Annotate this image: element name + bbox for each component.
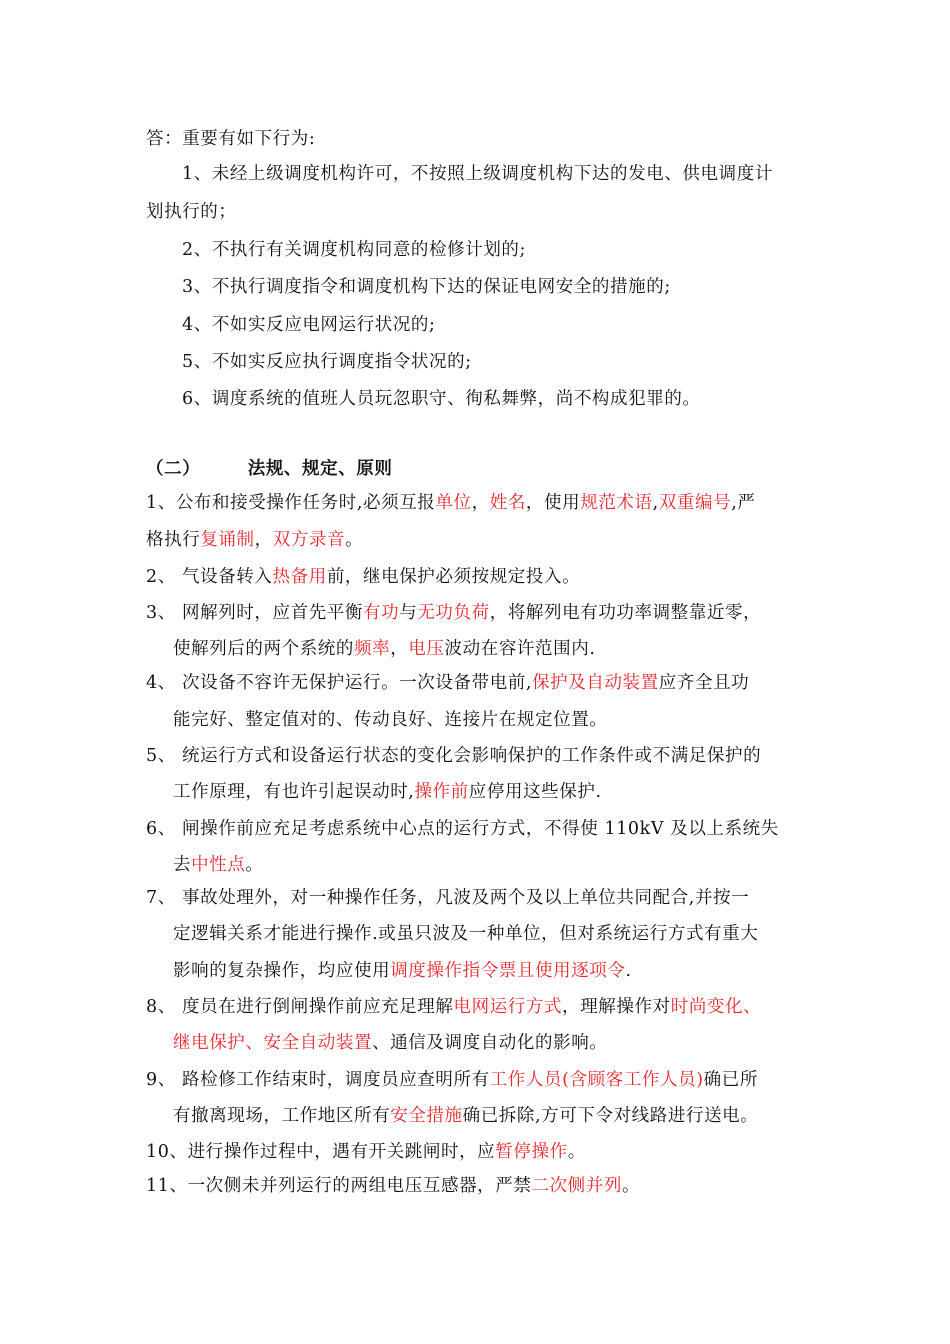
rule-text: 11、一次侧未并列运行的两组电压互感器，严禁 bbox=[146, 1176, 532, 1196]
rule-text: 7、 事故处理外，对一种操作任务，凡波及两个及以上单位共同配合,并按一 bbox=[146, 888, 750, 908]
rule-5-line-1 bbox=[146, 744, 761, 768]
rule-text: 。 bbox=[245, 855, 264, 875]
highlighted-term: 中性点 bbox=[191, 855, 246, 875]
rule-text: 应齐全且功 bbox=[658, 673, 750, 693]
rule-text: 6、 闸操作前应充足考虑系统中心点的运行方式，不得使 110kV 及以上系统失 bbox=[146, 819, 779, 839]
rule-5-line-2 bbox=[173, 780, 602, 804]
rule-text: 8、 度员在进行倒闸操作前应充足理解 bbox=[146, 997, 454, 1017]
rule-text: 工作原理，有也许引起误动时, bbox=[173, 782, 415, 802]
rule-text: 4、 次设备不容许无保护运行。一次设备带电前, bbox=[146, 673, 533, 693]
rule-text: ， bbox=[390, 639, 409, 659]
rule-4-line-2 bbox=[173, 708, 607, 732]
highlighted-term: 姓名 bbox=[489, 493, 526, 513]
rule-text: ,严 bbox=[731, 493, 756, 513]
section-number: （二） bbox=[146, 459, 201, 479]
rule-2-line-1 bbox=[146, 565, 580, 589]
rule-text: 5、 统运行方式和设备运行状态的变化会影响保护的工作条件或不满足保护的 bbox=[146, 746, 762, 766]
rule-7-line-1 bbox=[146, 886, 749, 910]
highlighted-term: 调度操作指令票且使用逐项令 bbox=[390, 961, 626, 981]
rule-text: 格执行 bbox=[146, 530, 201, 550]
answer-item-1: 1、未经上级调度机构许可，不按照上级调度机构下达的发电、供电调度计 bbox=[182, 164, 773, 184]
rule-text: 确已拆除,方可下令对线路进行送电。 bbox=[462, 1106, 759, 1126]
rule-text: 前，继电保护必须按规定投入。 bbox=[326, 567, 581, 587]
highlighted-term: 安全措施 bbox=[390, 1106, 463, 1126]
highlighted-term: 暂停操作 bbox=[495, 1142, 568, 1162]
rule-text: 使解列后的两个系统的 bbox=[173, 639, 354, 659]
rule-text: ，理解操作对 bbox=[562, 997, 671, 1017]
rule-text: 1、公布和接受操作任务时,必须互报 bbox=[146, 493, 436, 513]
rule-text: ， bbox=[254, 530, 273, 550]
answer-item-5: 5、不如实反应执行调度指令状况的; bbox=[182, 352, 472, 372]
rule-text: 。 bbox=[621, 1176, 641, 1196]
highlighted-term: 双重编号 bbox=[658, 493, 732, 513]
highlighted-term: 保护及自动装置 bbox=[532, 673, 659, 693]
rule-text: 。 bbox=[345, 530, 364, 550]
highlighted-term: 频率 bbox=[354, 639, 391, 659]
answer-item-1-cont: 划执行的； bbox=[146, 202, 237, 222]
rule-text: 能完好、整定值对的、传动良好、连接片在规定位置。 bbox=[173, 710, 608, 730]
highlighted-term: 操作前 bbox=[414, 782, 469, 802]
rule-text: ， bbox=[471, 493, 490, 513]
highlighted-term: 无功负荷 bbox=[417, 603, 490, 623]
highlighted-term: 电压 bbox=[408, 639, 445, 659]
highlighted-term: 二次侧并列 bbox=[531, 1176, 622, 1196]
rule-6-line-2 bbox=[173, 853, 264, 877]
rule-text: 与 bbox=[399, 603, 418, 623]
highlighted-term: 双方录音 bbox=[272, 530, 346, 550]
answer-item-6: 6、调度系统的值班人员玩忽职守、徇私舞弊，尚不构成犯罪的。 bbox=[182, 389, 701, 409]
rule-text: 9、 路检修工作结束时，调度员应查明所有 bbox=[146, 1070, 490, 1090]
answer-item-4: 4、不如实反应电网运行状况的; bbox=[182, 315, 436, 335]
answer-item-2: 2、不执行有关调度机构同意的检修计划的; bbox=[182, 240, 527, 260]
rule-7-line-3 bbox=[173, 959, 632, 983]
rule-9-line-2 bbox=[173, 1104, 758, 1128]
highlighted-term: 有功 bbox=[363, 603, 400, 623]
rule-text: 10、进行操作过程中，遇有开关跳闸时，应 bbox=[146, 1142, 496, 1162]
highlighted-term: 单位 bbox=[435, 493, 472, 513]
rule-text: , bbox=[652, 493, 659, 513]
rule-text: 波动在容许范围内. bbox=[444, 639, 596, 659]
highlighted-term: 电网运行方式 bbox=[453, 997, 563, 1017]
highlighted-term: 热备用 bbox=[272, 567, 327, 587]
rule-text: 去 bbox=[173, 855, 192, 875]
highlighted-term: 复诵制 bbox=[200, 530, 255, 550]
rule-text: 定逻辑关系才能进行操作.或虽只波及一种单位，但对系统运行方式有重大 bbox=[173, 924, 759, 944]
rule-text: 3、 网解列时，应首先平衡 bbox=[146, 603, 363, 623]
rule-10-line-1 bbox=[146, 1140, 586, 1164]
rule-text: . bbox=[625, 961, 632, 981]
rule-11-line-1 bbox=[146, 1174, 640, 1198]
rule-text: 、通信及调度自动化的影响。 bbox=[372, 1033, 608, 1053]
rule-text: 确已所 bbox=[703, 1070, 758, 1090]
rule-text: 有撤离现场，工作地区所有 bbox=[173, 1106, 391, 1126]
rule-1-line-1 bbox=[146, 491, 755, 515]
answer-intro: 答：重要有如下行为: bbox=[146, 129, 316, 149]
rule-8-line-2 bbox=[173, 1031, 607, 1055]
rule-text: 应停用这些保护. bbox=[468, 782, 602, 802]
highlighted-term: 工作人员(含顾客工作人员) bbox=[489, 1070, 704, 1090]
rule-3-line-2 bbox=[173, 637, 595, 661]
rule-6-line-1 bbox=[146, 817, 779, 841]
rule-text: 影响的复杂操作，均应使用 bbox=[173, 961, 391, 981]
answer-item-3: 3、不执行调度指令和调度机构下达的保证电网安全的措施的; bbox=[182, 277, 671, 297]
rule-text: ，使用 bbox=[525, 493, 581, 513]
rule-text: 。 bbox=[567, 1142, 586, 1162]
rule-9-line-1 bbox=[146, 1068, 758, 1092]
rule-7-line-2 bbox=[173, 922, 758, 946]
rule-3-line-1 bbox=[146, 601, 761, 625]
rule-4-line-1 bbox=[146, 671, 749, 695]
highlighted-term: 规范术语 bbox=[580, 493, 653, 513]
rule-8-line-1 bbox=[146, 995, 761, 1019]
section-title: 法规、规定、原则 bbox=[247, 459, 393, 479]
rule-text: 2、 气设备转入 bbox=[146, 567, 273, 587]
rule-text: ，将解列电有功功率调整靠近零， bbox=[489, 603, 762, 623]
highlighted-term: 继电保护、安全自动装置 bbox=[173, 1033, 373, 1053]
section-heading bbox=[146, 457, 393, 481]
rule-1-line-2 bbox=[146, 528, 363, 552]
highlighted-term: 时尚变化、 bbox=[670, 997, 762, 1017]
